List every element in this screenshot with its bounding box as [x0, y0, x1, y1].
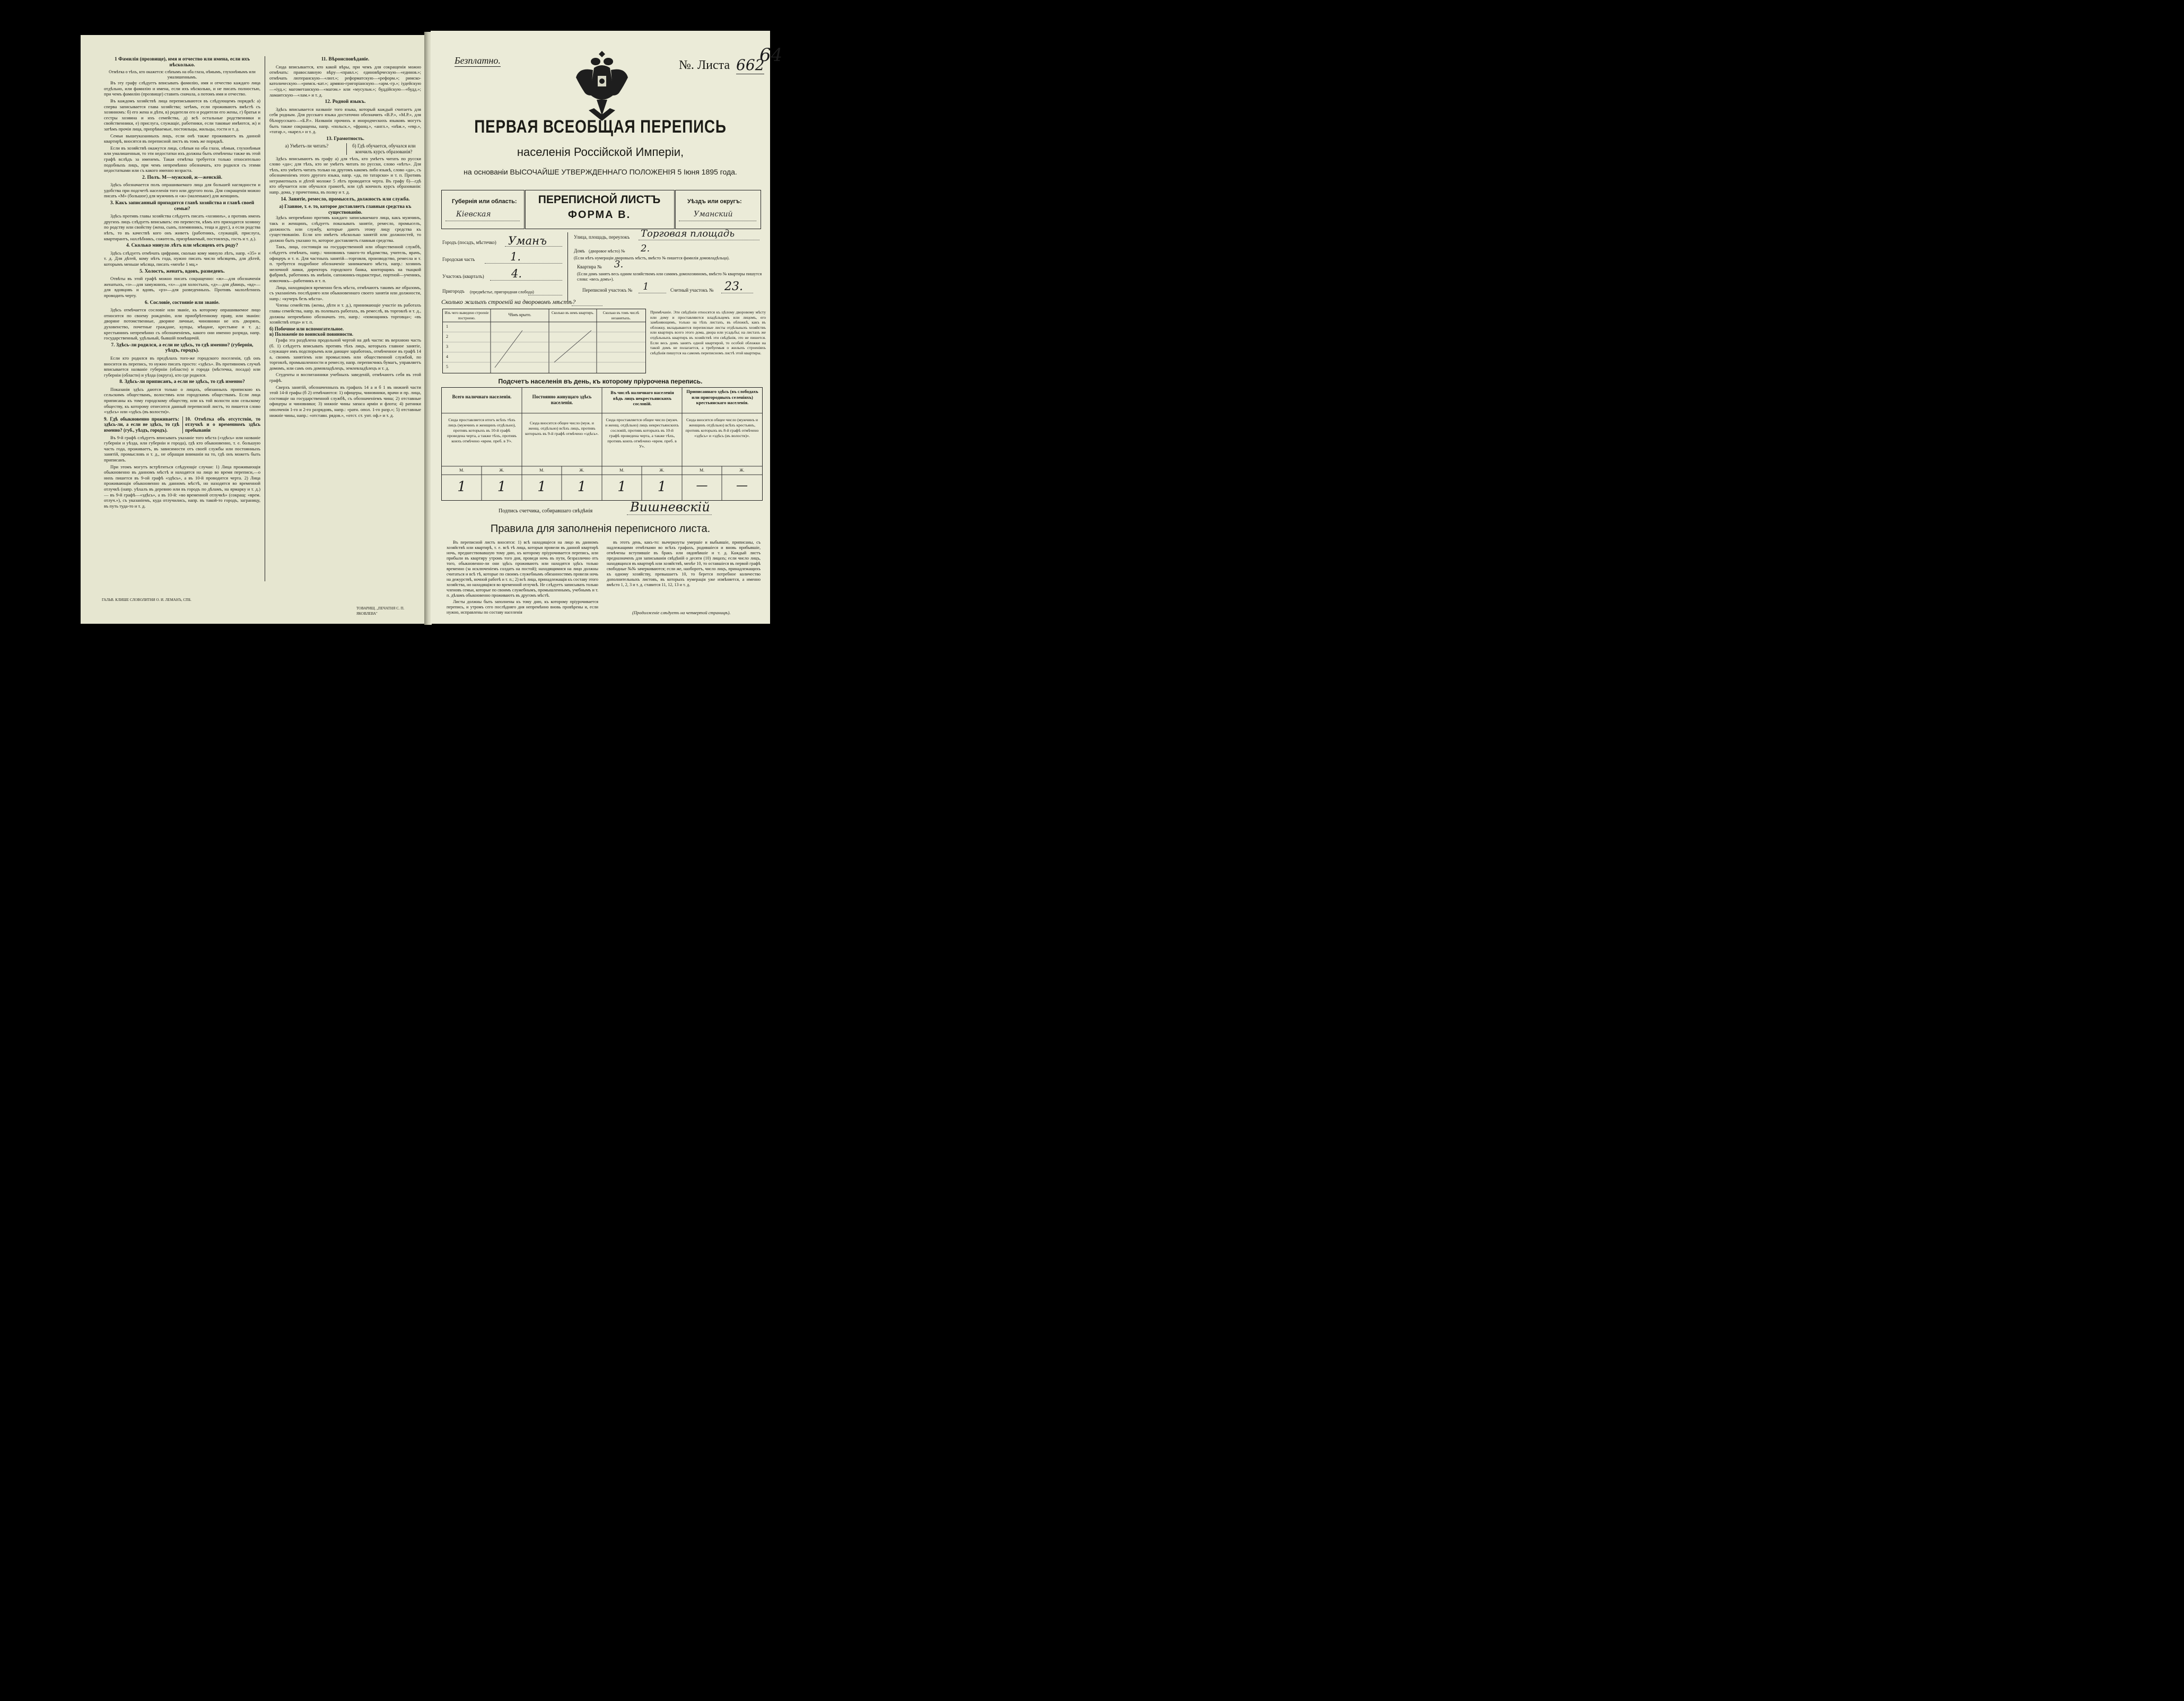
sheet-title: ПЕРЕПИСНОЙ ЛИСТЪ	[538, 194, 661, 206]
sector-value[interactable]: 4.	[511, 267, 522, 280]
population-table	[441, 387, 763, 501]
item-3-paragraph: Здѣсь противъ главы хозяйства слѣдуетъ писать «хозяинъ», а противъ именъ другихъ лицъ слѣдуетъ вписывать: ею перевести, кѣмъ кто приходится хозяину по родству или свойству (жена, сынъ, племянникъ, теща и друг.), а если родства нѣтъ, то въ качествѣ кого онъ живетъ (работникъ, служащій, прислуга, квартирантъ, нахлѣбникъ, сожитель, призрѣваемый, постоялецъ, гость и т. д.).	[104, 213, 260, 241]
sector-label: Участокъ (кварталъ)	[442, 274, 484, 279]
rules-paragraph: Въ переписной листъ вносятся: 1) всѣ находящіеся на лицо въ данномъ хозяйствѣ или квартирѣ, т. е. всѣ тѣ лица, которыя провели въ данной квартирѣ ночь, предшествовавшую тому дню, къ которому пріурочивается перепись, или прибыли въ квартиру утромъ того дня, проведя ночь въ пути, безразлично отъ того, обыкновенно-ли они здѣсь проживаютъ или находятся здѣсь только временно (за исключеніемъ солдатъ на постой); находящимися на лицо должны считаться и всѣ тѣ, которые по своимъ служебнымъ обязанностямъ провели ночь на дежурствѣ, ночной работѣ и т. п.; 2) всѣ лица, принадлежащія къ составу этого хозяйства, но находящіяся во временной отлучкѣ. Не слѣдуетъ записывать только членовъ семьи, которые по своимъ служебнымъ, промышленнымъ, учебнымъ и т. п. дѣламъ обыкновенно проживаютъ въ другомъ мѣстѣ.	[447, 540, 598, 598]
province-value[interactable]: Кіевская	[456, 210, 491, 219]
sex-label-male: М.	[699, 468, 705, 473]
house-label: Домъ	[574, 248, 585, 254]
buildings-row-number: 5	[446, 364, 448, 369]
population-present-female-value[interactable]: 1	[497, 479, 506, 495]
form-label: ФОРМА В.	[567, 209, 631, 221]
item-10-heading: 10. Отмѣтка объ отсутствіи, то отлучкѣ и о временномъ здѣсь пребываніи	[182, 416, 260, 433]
corner-mark: 64	[759, 45, 783, 66]
item-11-heading: 11. Вѣроисповѣданіе.	[321, 57, 370, 62]
signature-value[interactable]: Вишневскій	[630, 500, 710, 514]
house-note: (дворовое мѣсто) №	[589, 249, 625, 254]
item-4-paragraph: Здѣсь слѣдуетъ отмѣчать цифрами, сколько кому минуло лѣтъ, напр. «35» и т. д. Для дѣтей, кому нѣтъ года, нужно писать число мѣсяцевъ, для дѣтей, которымъ меньше мѣсяца, писать «менѣе 1 мц.»	[104, 250, 260, 267]
street-label: Улица, площадь, переулокъ	[574, 234, 630, 240]
town-part-value[interactable]: 1.	[510, 250, 521, 263]
free-label: Безплатно.	[455, 55, 501, 66]
suburb-label: Пригородъ	[442, 289, 465, 294]
signature-label: Подпись счетчика, собиравшаго свѣдѣнія	[499, 508, 593, 514]
item-1-paragraph: Если въ хозяйствѣ окажутся лица, слѣпыя на оба глаза, нѣмыя, глухонѣмыя или умалишенныя, то эти недостатки ихъ должны быть отмѣчены также въ этой графѣ вслѣдъ за именемъ. Такая отмѣтка требуется только относительно подобныхъ лицъ, при чемъ непремѣнно обозначать, кто родился съ этими недостатками или съ какого именно возраста.	[104, 145, 260, 173]
rules-continued-note: (Продолженіе слѣдуетъ на четвертой страницѣ).	[632, 610, 731, 615]
buildings-row-number: 4	[446, 354, 448, 359]
buildings-question: Сколько жилыхъ строеній на дворовомъ мѣстѣ?	[441, 298, 576, 306]
suburb-note: (предмѣстье, пригородная слобода)	[470, 290, 534, 294]
buildings-row-number: 2	[446, 334, 448, 339]
item-14-paragraph: Графа эта раздѣлена продольной чертой на двѣ части: въ верхнюю часть (б. 1) слѣдуетъ вписывать противъ тѣхъ лицъ, которыхъ главное занятіе, служащее имъ подспорьемъ или дающее заработокъ, отмѣченное въ графѣ 14 а, своимъ занятіемъ или промысломъ или общественной службой, по торговлѣ, промышленности и ремеслу, напр. переписчикъ бумагъ, управляетъ домомъ, или самъ онъ домовладѣлецъ, землевладѣлецъ и т. д.	[269, 337, 421, 371]
address-divider	[567, 232, 568, 301]
apartment-value[interactable]: 3.	[614, 259, 624, 270]
buildings-header-roof: Чѣмъ крыто.	[508, 312, 531, 317]
sex-label-male: М.	[619, 468, 625, 473]
item-14-paragraph: Студенты и воспитанники учебныхъ заведеній, отмѣчаютъ себя въ этой графѣ.	[269, 372, 421, 383]
item-1-paragraph: Въ эту графу слѣдуетъ вписывать фамилію, имя и отчество каждаго лица отдѣльно, или фамилію и имена, если ихъ нѣсколько, и не писать полностью, при чемъ фамилію (прозвище) ставить сначала, а потомъ имя и отчество.	[104, 80, 260, 97]
buildings-table	[442, 309, 646, 373]
item-12-paragraph: Здѣсь вписывается названіе того языка, который каждый считаетъ для себя родным. Для русскаго языка достаточно обозначить «В.Р.», «М.Р.», для бѣлорусскаго—«Б.Р.». Названія прочихъ и инородческихъ языковъ могутъ быть также сокращены, напр. «польск.», «франц.», «англ.», «нѣм.», «евр.», «татар.», «карел.» и т. д.	[269, 106, 421, 135]
item-6-heading: 6. Сословіе, состояніе или званіе.	[144, 300, 220, 306]
buildings-row-number: 1	[446, 324, 448, 329]
sex-label-male: М.	[459, 468, 465, 473]
town-field-line	[505, 246, 562, 247]
item-14-paragraph: Здѣсь непремѣнно противъ каждаго записываемаго лица, какъ мужчинъ, такъ и женщинъ, слѣдуетъ показывать занятіе, ремесло, промыселъ, должность или службу, которые даютъ этому лицу средства къ существованію. Если кто имѣетъ нѣсколько занятій или должностей, то должно быть указано то, которое доставляетъ главныя средства.	[269, 215, 421, 243]
buildings-header-material: Изъ чего выведено строеніе построено.	[444, 311, 489, 320]
item-14a-label: а) Главное, т. е. то, которое доставляетъ главныя средства къ существованію.	[279, 204, 412, 215]
population-peasant-male-value[interactable]: —	[696, 479, 708, 492]
town-label: Городъ (посадъ, мѣстечко)	[442, 240, 496, 245]
population-title: Подсчетъ населенія въ день, къ которому пріурочена перепись.	[498, 378, 703, 385]
sector-field-line	[490, 280, 562, 281]
population-desc-non-peasant: Сюда проставляется общее число (мужч. и женщ. отдѣльно) лицъ некрестьянскихъ сословій, противъ которыхъ въ 10-й графѣ проведена черта, а также тѣхъ, противъ коихъ отмѣчено «врем. преб. в У».	[605, 417, 679, 449]
left-column-1	[104, 55, 260, 586]
population-desc-permanent: Сюда вносится общее число (муж. и женщ. отдѣльно) всѣхъ лицъ, противъ которыхъ въ 9-й графѣ отмѣчено «здѣсь».	[525, 421, 599, 436]
district-box	[675, 190, 761, 229]
left-column-2	[269, 55, 421, 586]
item-6-paragraph: Здѣсь отмѣчается сословіе или званіе, къ которому опрашиваемое лицо относится по своему рожденію, или приобрѣтенному праву, или званію: дворяне потомственные, дворяне личные, чиновники не изъ дворянъ, духовенство, почетные граждане, купцы, мѣщане, крестьяне и т. д.; крестьянинъ непремѣнно съ обозначеніемъ, какого они именно разряда, напр. государственный, удѣльный, бывшій помѣщичій.	[104, 307, 260, 341]
item-14-heading: 14. Занятіе, ремесло, промыселъ, должность или служба.	[281, 196, 410, 202]
population-header-present: Всего наличнаго населенія.	[452, 394, 512, 399]
rules-column-2	[607, 540, 761, 608]
item-2-heading: 2. Полъ. М—мужской, ж—женскій.	[142, 175, 222, 180]
population-non-peasant-male-value[interactable]: 1	[617, 479, 626, 495]
item-1-paragraph: Семьи вышеуказанныхъ лицъ, если онѣ также проживаютъ въ данной квартирѣ, вносятся въ переписной листъ въ томъ же порядкѣ.	[104, 133, 260, 144]
item-14-paragraph: Лица, находящіяся временно безъ мѣста, отмѣчаютъ такимъ же образомъ, съ указаніемъ послѣдняго или обыкновеннаго своего занятія или должности, напр.: «кучеръ безъ мѣста».	[269, 284, 421, 301]
house-instructions: (Если нѣтъ нумераціи дворовыхъ мѣстъ, вмѣсто № пишется фамилія домовладѣльца).	[574, 256, 730, 260]
town-value[interactable]: Уманъ	[508, 234, 547, 247]
district-label: Уѣздъ или округъ:	[687, 198, 742, 205]
census-district-label: Переписной участокъ №	[582, 287, 633, 293]
house-value[interactable]: 2.	[641, 243, 650, 254]
apartment-instructions: (Если домъ занятъ весь одним хозяйствомъ или самимъ домохозяиномъ, вмѣсто № квартиры пишутся слова: «весь домъ»).	[577, 272, 762, 282]
signature-line	[627, 514, 712, 515]
item-5-heading: 5. Холостъ, женатъ, вдовъ, разведенъ.	[139, 268, 225, 274]
population-header-permanent: Постоянно живущаго здѣсь населенія.	[532, 394, 592, 405]
count-district-value[interactable]: 23.	[724, 280, 743, 293]
census-district-value[interactable]: 1	[643, 281, 649, 292]
right-footer-printer: ТОВАРИЩ. „ПЕЧАТНЯ С. П. ЯКОВЛЕВА"	[356, 606, 405, 616]
item-13-paragraph: Здѣсь вписываютъ въ графу а) для тѣхъ, кто умѣетъ читать по русски слово «да»; для тѣхъ, кто не умѣетъ читать по русски, слово «нѣтъ». Для тѣхъ, кто умѣетъ читать только на другомъ какомъ либо языкѣ, слово «да», съ обозначеніемъ этого другого языка, напр. «да, по татарски» и т. п. Противъ неграмотныхъ и дѣтей моложе 5 лѣтъ проводится черта. Въ графу б)—гдѣ кто обучается или обучался грамотѣ, или гдѣ кончилъ курсъ образованія: напр. дома, у причетника, въ полку и т. д.	[269, 155, 421, 195]
item-7-paragraph: Если кто родился въ предѣлахъ того-же городского поселенія, гдѣ онъ вносится въ перепись, то нужно писать просто: «здѣсь». Въ противномъ случаѣ вписывается названіе губерніи (области) и города (мѣстечка, посада) или губерніи (области) и уѣзда (округа), кто где родился.	[104, 355, 260, 378]
population-desc-peasant: Сюда вносится общее число (мужчинъ и женщинъ отдѣльно) всѣхъ крестьянъ, противъ которыхъ въ 8-й графѣ отмѣчено «здѣсь» и «здѣсь (въ волости)».	[685, 417, 759, 438]
item-12-heading: 12. Родной языкъ.	[325, 99, 366, 105]
item-9-paragraph: При этомъ могутъ встрѣтиться слѣдующіе случаи: 1) Лица проживающія обыкновенно въ данномъ мѣстѣ и находятся на лицо во время переписи,—о нихъ пишется въ 9-ой графѣ «здѣсь», а въ 10-й проводится черта. 2) Лица проживающія обыкновенно въ данномъ мѣстѣ, но находятся во временной отлучкѣ (напр. уѣхалъ въ деревню или въ городъ по дѣламъ, на ярмарку и т. д.) — въ 9-й графѣ—«здѣсь», а въ 10-й: «во временной отлучкѣ» (сокращ: «врем. отлуч.»), съ указаніемъ, куда отлучились, напр. въ такой-то городъ, заграницу, въ путь туда-то и т. д.	[104, 464, 260, 509]
item-9-paragraph: Въ 9-й графѣ слѣдуетъ вписывать указаніе того мѣста («здѣсь» или названіе губерніи и уѣзда, или губерніи и города), гдѣ кто обыкновенно, т. е. большую часть года, проживаетъ, въ зависимости отъ своей службы или постоянныхъ занятій, промысловъ и т. д., не обращая вниманія на то, гдѣ онъ можетъ быть приписанъ.	[104, 434, 260, 463]
left-footer-printer: ГАЛЬВ. КЛИШЕ СЛОВОЛИТНИ О. И. ЛЕМАНЪ, СПБ.	[102, 598, 191, 602]
item-1-heading: 1 Фамилія (прозвище), имя и отчество или имена, если ихъ нѣсколько.	[115, 57, 250, 68]
item-13-heading: 13. Грамотность.	[326, 136, 364, 142]
item-14v-label: в) Положеніе по воинской повинности.	[269, 332, 353, 337]
sex-label-female: Ж.	[499, 468, 504, 473]
item-4-heading: 4. Сколько минуло лѣтъ или мѣсяцевъ отъ роду?	[126, 243, 239, 249]
population-permanent-male-value[interactable]: 1	[537, 479, 546, 495]
buildings-header-apartments: Сколько въ немъ квартиръ.	[551, 311, 595, 315]
item-14-paragraph: Сверхъ занятій, обозначенныхъ въ графахъ 14 а и б 1 въ нижней части этой 14-й графы (б 2) отмѣчаются: 1) офицеры, чиновники, врачи и пр. лица, состоящіе на государственной службѣ, съ обозначеніемъ чина; 2) отставные офицеры и чиновники; 3) нижніе чины запаса армiи и флота; 4) ратники ополченія 1-го и 2-го разрядовъ, напр.: «ратн. опол. 1-го разр.»; 5) отставные нижніе чины, напр.: «отставн. рядов.», «отст. ст. унт. оф.» и т. д.	[269, 384, 421, 418]
item-11-paragraph: Сюда вписывается, кто какой вѣры, при чемъ для сокращенія можно отмѣчать: православную вѣру—«правл.»; единовѣрческую—«единов.»; отмѣчать лютеранскую—«лют.»; реформатскую—«реформ.»; римско-католическую—«римск.-кат.»; армяно-григоріанскую—«арм.-гр.»; іудейскую—«іуд.»; магометанскую—«магом.» или «мусульм.»; буддійскую—«будд.»; ламаитскую—«лам.» и т. д.	[269, 64, 421, 98]
item-3-heading: 3. Какъ записанный приходится главѣ хозяйства и главѣ своей семьи?	[110, 200, 255, 212]
population-header-non-peasant: Въ числѣ наличнаго населенія вѣдь лицъ некрестьянскихъ сословій.	[610, 390, 674, 406]
item-14b-label: б) Побочное или вспомогательное.	[269, 326, 344, 332]
buildings-row-number: 3	[446, 344, 448, 349]
subtitle: населенія Россійской Имперіи,	[517, 145, 684, 159]
sheet-number-label: №. Листа	[679, 58, 730, 72]
sex-label-female: Ж.	[659, 468, 665, 473]
sex-label-female: Ж.	[739, 468, 745, 473]
item-7-heading: 7. Здѣсь-ли родился, а если не здѣсь, то гдѣ именно? (губернія, уѣздъ, городъ).	[111, 342, 254, 354]
rules-paragraph: Листы должны быть заполнены къ тому дню, къ которому пріурочивается перепись, и утромъ сего послѣдняго дня непремѣнно вновь провѣрены и, если нужно, исправлены по составу населенія	[447, 599, 598, 615]
item-8-heading: 8. Здѣсь-ли приписанъ, а если не здѣсь, то гдѣ именно?	[119, 379, 245, 385]
buildings-note: Примѣчаніе. Эти свѣдѣнія относятся къ цѣлому дворовому мѣсту или дому и проставляются владѣльцемъ или лицомъ, его замѣняющимъ, только на тѣхъ листахъ, въ обложкѣ, какъ въ обложку, вкладываются переписные листы отдѣльныхъ хозяйствъ или квартиръ всего этого дома, двора или усадьбы; на листахъ же отдѣльныхъ квартиръ въ хозяйствѣ эти свѣдѣнія, это не пишется. Если весь домъ занятъ одной квартирой, то особой обложки на такой домъ не полагается, а требуемыя о жилыхъ строеніяхъ свѣдѣнія пишутся на самомъ переписномъ листѣ этой квартиры.	[650, 310, 766, 355]
province-label: Губернія или область:	[452, 198, 517, 205]
item-14-paragraph: Члены семействъ (жены, дѣти и т. д.), принимающіе участіе въ работахъ главы семейства, напр. въ полевыхъ работахъ, въ ремеслѣ, въ торговлѣ и т. д., должны непремѣнно обозначать это, напр.: «помощникъ торговца»; «въ хозяйствѣ отца» и т. п.	[269, 302, 421, 325]
town-part-field-line	[485, 263, 562, 264]
legal-basis: на основаніи ВЫСОЧАЙШЕ УТВЕРЖДЕННАГО ПОЛОЖЕНІЯ 5 Іюня 1895 года.	[464, 168, 737, 176]
population-desc-present: Сюда проставляется итогъ всѣхъ тѣхъ лицъ (мужчинъ и женщинъ отдѣльно), противъ которыхъ въ 10-й графѣ проведена черта, а также тѣхъ, противъ коихъ отмѣчено «врем. преб. в У».	[447, 417, 517, 443]
population-peasant-female-value[interactable]: —	[736, 479, 748, 492]
district-value[interactable]: Уманский	[694, 210, 733, 219]
province-box	[441, 190, 525, 229]
left-page	[81, 35, 425, 624]
population-non-peasant-female-value[interactable]: 1	[657, 479, 667, 495]
item-9-heading: 9. Гдѣ обыкновенно проживаетъ: здѣсь-ли, а если не здѣсь, то гдѣ именно? (губ., уѣздъ, городъ).	[104, 416, 179, 433]
item-2-paragraph: Здѣсь обозначается полъ опрашиваемаго лица для большей наглядности и удобства при подсчетѣ населенія того или другого пола. Для сокращенія можно писать «М» (большое) для мужчинъ и «ж» (маленькое) для женщинъ.	[104, 182, 260, 199]
rules-column-1	[447, 540, 598, 615]
count-district-label: Счетный участокъ №	[670, 287, 714, 293]
town-part-label: Городская часть	[442, 257, 475, 262]
item-14-paragraph: Такъ, лица, состоящія на государственной или общественной службѣ, слѣдуетъ отмѣчать, напр.: чиновникъ такого-то вѣдомства, учитель, врачъ, офицеръ и т. п. Для частныхъ занятій—торговля, производство, ремесла и т. п. требуется подробное обозначеніе занимаемаго мѣста, напр.: хозяинъ мелочной лавки, директоръ городского банка, конторщикъ на ткацкой фабрикѣ, работникъ въ имѣніи, сапожникъ-подмастерье, портной—ученикъ, извозчикъ—работникъ и т. п.	[269, 244, 421, 283]
population-header-peasant: Приписаннаго здѣсь (въ слободахъ или пригородныхъ селеніяхъ) крестьянскаго населенія.	[686, 389, 758, 405]
population-present-male-value[interactable]: 1	[457, 479, 466, 495]
street-value[interactable]: Торговая площадь	[641, 228, 735, 239]
item-1-paragraph: Въ каждомъ хозяйствѣ лица переписываются въ слѣдующемъ порядкѣ: а) сперва записывается глава хозяйства; затѣмъ, если проживаютъ вмѣстѣ съ хозяиномъ: б) его жена и дѣти, в) родители его и родители его жены, г) братья и сестры хозяина и ихъ семейства, д) всѣ остальные родственники и свойственники, е) прислуга, служащіе, работники, если таковые имѣются, ж) и затѣмъ прочія лица, призрѣваемые, постояльцы, жильцы, гости и т. д.	[104, 98, 260, 132]
rules-title: Правила для заполненія переписного листа.	[490, 523, 711, 535]
sex-label-female: Ж.	[579, 468, 584, 473]
main-title: ПЕРВАЯ ВСЕОБЩАЯ ПЕРЕПИСЬ	[474, 117, 727, 137]
population-permanent-female-value[interactable]: 1	[577, 479, 587, 495]
right-page	[431, 31, 783, 624]
rules-paragraph: въ этотъ день, какъ-то: вычеркнуты умершіе и выбывшіе, приписаны, съ надлежащими отмѣтками во всѣхъ графахъ, родившіеся и вновь прибывшіе, отмѣчены вступившіе въ бракъ или овдовѣвшіе и т. д. Каждый листъ предназначенъ для записыванія свѣдѣній о десяти (10) лицахъ; если число лицъ, находящихся въ квартирѣ или хозяйствѣ, менѣе 10, то оставшіеся въ первой графѣ свободные №№ зачеркиваются; если же, наоборотъ, число лицъ, принадлежащихъ къ одному хозяйству, превышаетъ 10, то берется потребное количество дополнительныхъ листовъ, въ которыхъ нумерація уже измѣняется, а именно вмѣсто 1, 2, 3 и т. д. ставится 11, 12, 13 и т. д.	[607, 540, 761, 587]
imperial-eagle-emblem	[573, 47, 631, 126]
sex-label-male: М.	[539, 468, 545, 473]
item-1-note: Отмѣтка о тѣхъ, кто окажется: слѣпымъ на оба глаза, нѣмымъ, глухонѣмымъ или умалишеннымъ.	[109, 69, 256, 80]
sheet-number-value: 662	[736, 56, 765, 74]
apartment-label: Квартира №	[577, 264, 602, 269]
item-13b-label: б) Гдѣ обучается, обучался или кончилъ курсъ образованія?	[346, 143, 422, 154]
item-13a-label: а) Умѣетъ-ли читать?	[285, 143, 329, 149]
item-8-paragraph: Показанія здѣсь даются только о лицахъ, обязанныхъ припискою къ сельскимъ обществамъ, волостямъ или городскимъ обществамъ. Если лица приписаны къ тому городскому обществу, или къ той волости или сельскому обществу, къ которому отнесится данный переписной листъ, то пишется слово «здѣсь» или «здѣсь (въ волости)».	[104, 386, 260, 415]
buildings-header-vacant: Сколько въ томъ числѣ незанятыхъ.	[602, 311, 640, 320]
item-5-paragraph: Отвѣты въ этой графѣ можно писать сокращенно: «ж»—для обозначенія женатыхъ, «з»—для замужнихъ, «х»—для холостыхъ, «д»—для дѣвицъ, «вд»—для вдовцовъ и вдовъ, «рз»—для разведенныхъ. Противъ малолѣтнихъ проводить черту.	[104, 276, 260, 298]
